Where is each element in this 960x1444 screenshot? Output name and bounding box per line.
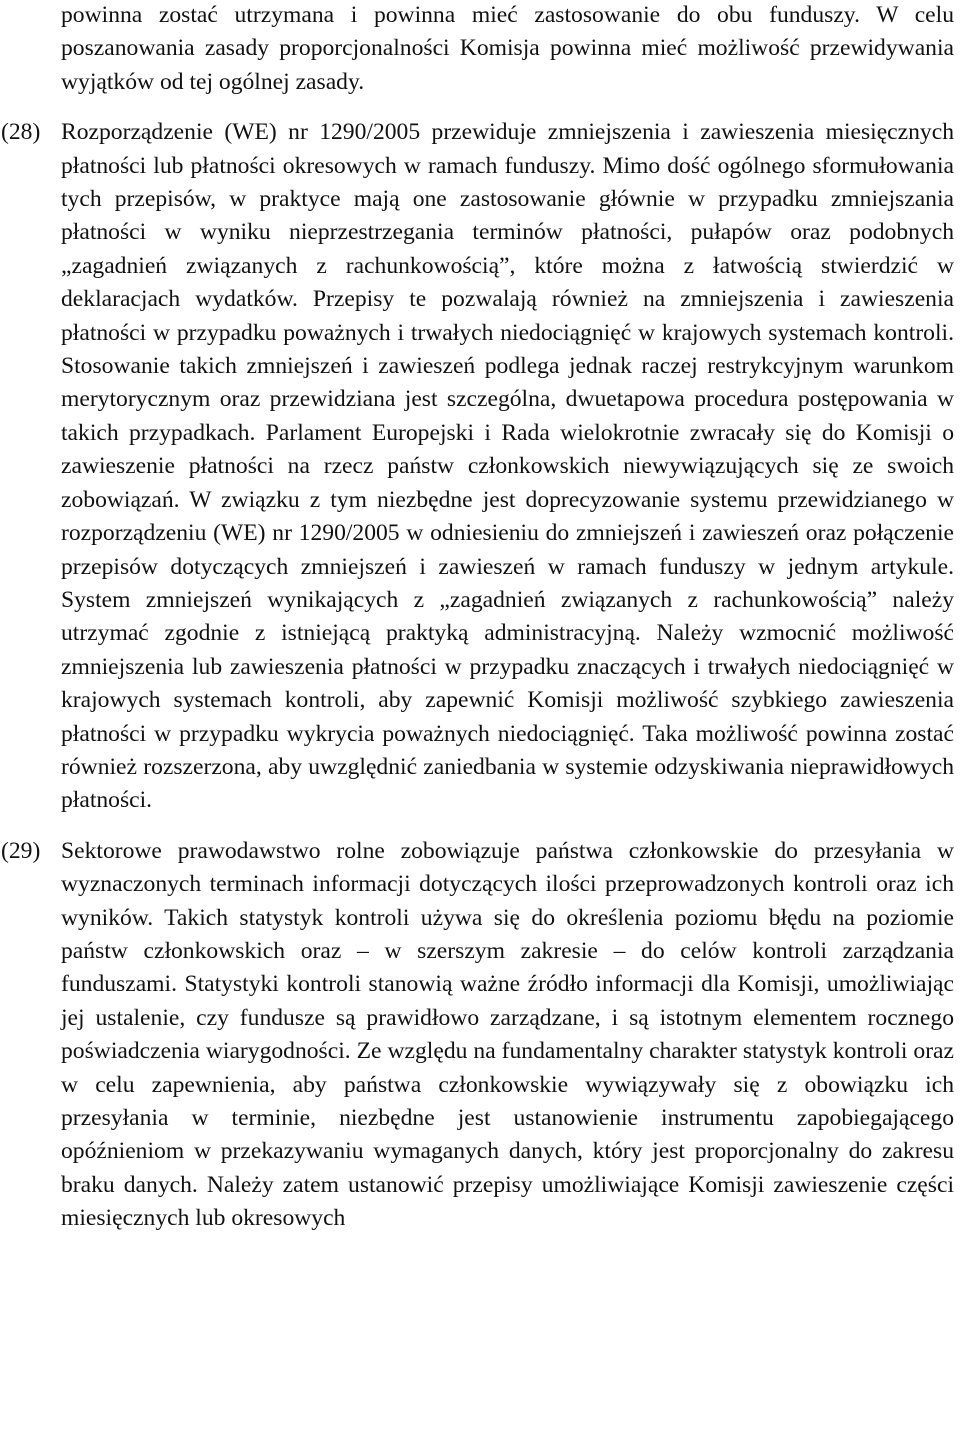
recital-29 [0, 835, 960, 1236]
recital-text: Rozporządzenie (WE) nr 1290/2005 przewiduje zmniejszenia i zawieszenia miesięcznych płatności lub płatności okresowych w ramach funduszy. Mimo dość ogólnego sformułowania tych przepisów, w praktyce mają one zastosowanie głównie w przypadku zmniejszania płatności w wyniku nieprzestrzegania terminów płatności, pułapów oraz podobnych „zagadnień związanych z rachunkowością”, które można z łatwością stwierdzić w deklaracjach wydatków. Przepisy te pozwalają również na zmniejszenia i zawieszenia płatności w przypadku poważnych i trwałych niedociągnięć w krajowych systemach kontroli. Stosowanie takich zmniejszeń i zawieszeń podlega jednak raczej restrykcyjnym warunkom merytorycznym oraz przewidziana jest szczególna, dwuetapowa procedura postępowania w takich przypadkach. Parlament Europejski i Rada wielokrotnie zwracały się do Komisji o zawieszenie płatności na rzecz państw członkowskich niewywiązujących się ze swoich zobowiązań. W związku z tym niezbędne jest doprecyzowanie systemu przewidzianego w rozporządzeniu (WE) nr 1290/2005 w odniesieniu do zmniejszeń i zawieszeń oraz połączenie przepisów dotyczących zmniejszeń i zawieszeń w ramach funduszy w jednym artykule. System zmniejszeń wynikających z „zagadnień związanych z rachunkowością” należy utrzymać zgodnie z istniejącą praktyką administracyjną. Należy wzmocnić możliwość zmniejszenia lub zawieszenia płatności w przypadku znaczących i trwałych niedociągnięć w krajowych systemach kontroli, aby zapewnić Komisji możliwość szybkiego zawieszenia płatności w przypadku wykrycia poważnych niedociągnięć. Taka możliwość powinna zostać również rozszerzona, aby uwzględnić zaniedbania w systemie odzyskiwania nieprawidłowych płatności. [61, 119, 954, 814]
recital-number: (28) [1, 119, 41, 146]
continuation-paragraph [0, 0, 960, 99]
recital-28 [0, 116, 960, 818]
recital-text: Sektorowe prawodawstwo rolne zobowiązuje państwa członkowskie do przesyłania w wyznaczonych terminach informacji dotyczących ilości przeprowadzonych kontroli oraz ich wyników. Takich statystyk kontroli używa się do określenia poziomu błędu na poziomie państw członkowskich oraz – w szerszym zakresie – do celów kontroli zarządzania funduszami. Statystyki kontroli stanowią ważne źródło informacji dla Komisji, umożliwiając jej ustalenie, czy fundusze są prawidłowo zarządzane, i są istotnym elementem rocznego poświadczenia wiarygodności. Ze względu na fundamentalny charakter statystyk kontroli oraz w celu zapewnienia, aby państwa członkowskie wywiązywały się z obowiązku ich przesyłania w terminie, niezbędne jest ustanowienie instrumentu zapobiegającego opóźnieniom w przekazywaniu wymaganych danych, który jest proporcjonalny do zakresu braku danych. Należy zatem ustanowić przepisy umożliwiające Komisji zawieszenie części miesięcznych lub okresowych [61, 837, 954, 1232]
continuation-text: powinna zostać utrzymana i powinna mieć zastosowanie do obu funduszy. W celu poszanowania zasady proporcjonalności Komisja powinna mieć możliwość przewidywania wyjątków od tej ogólnej zasady. [61, 2, 954, 95]
recital-number: (29) [1, 837, 41, 864]
